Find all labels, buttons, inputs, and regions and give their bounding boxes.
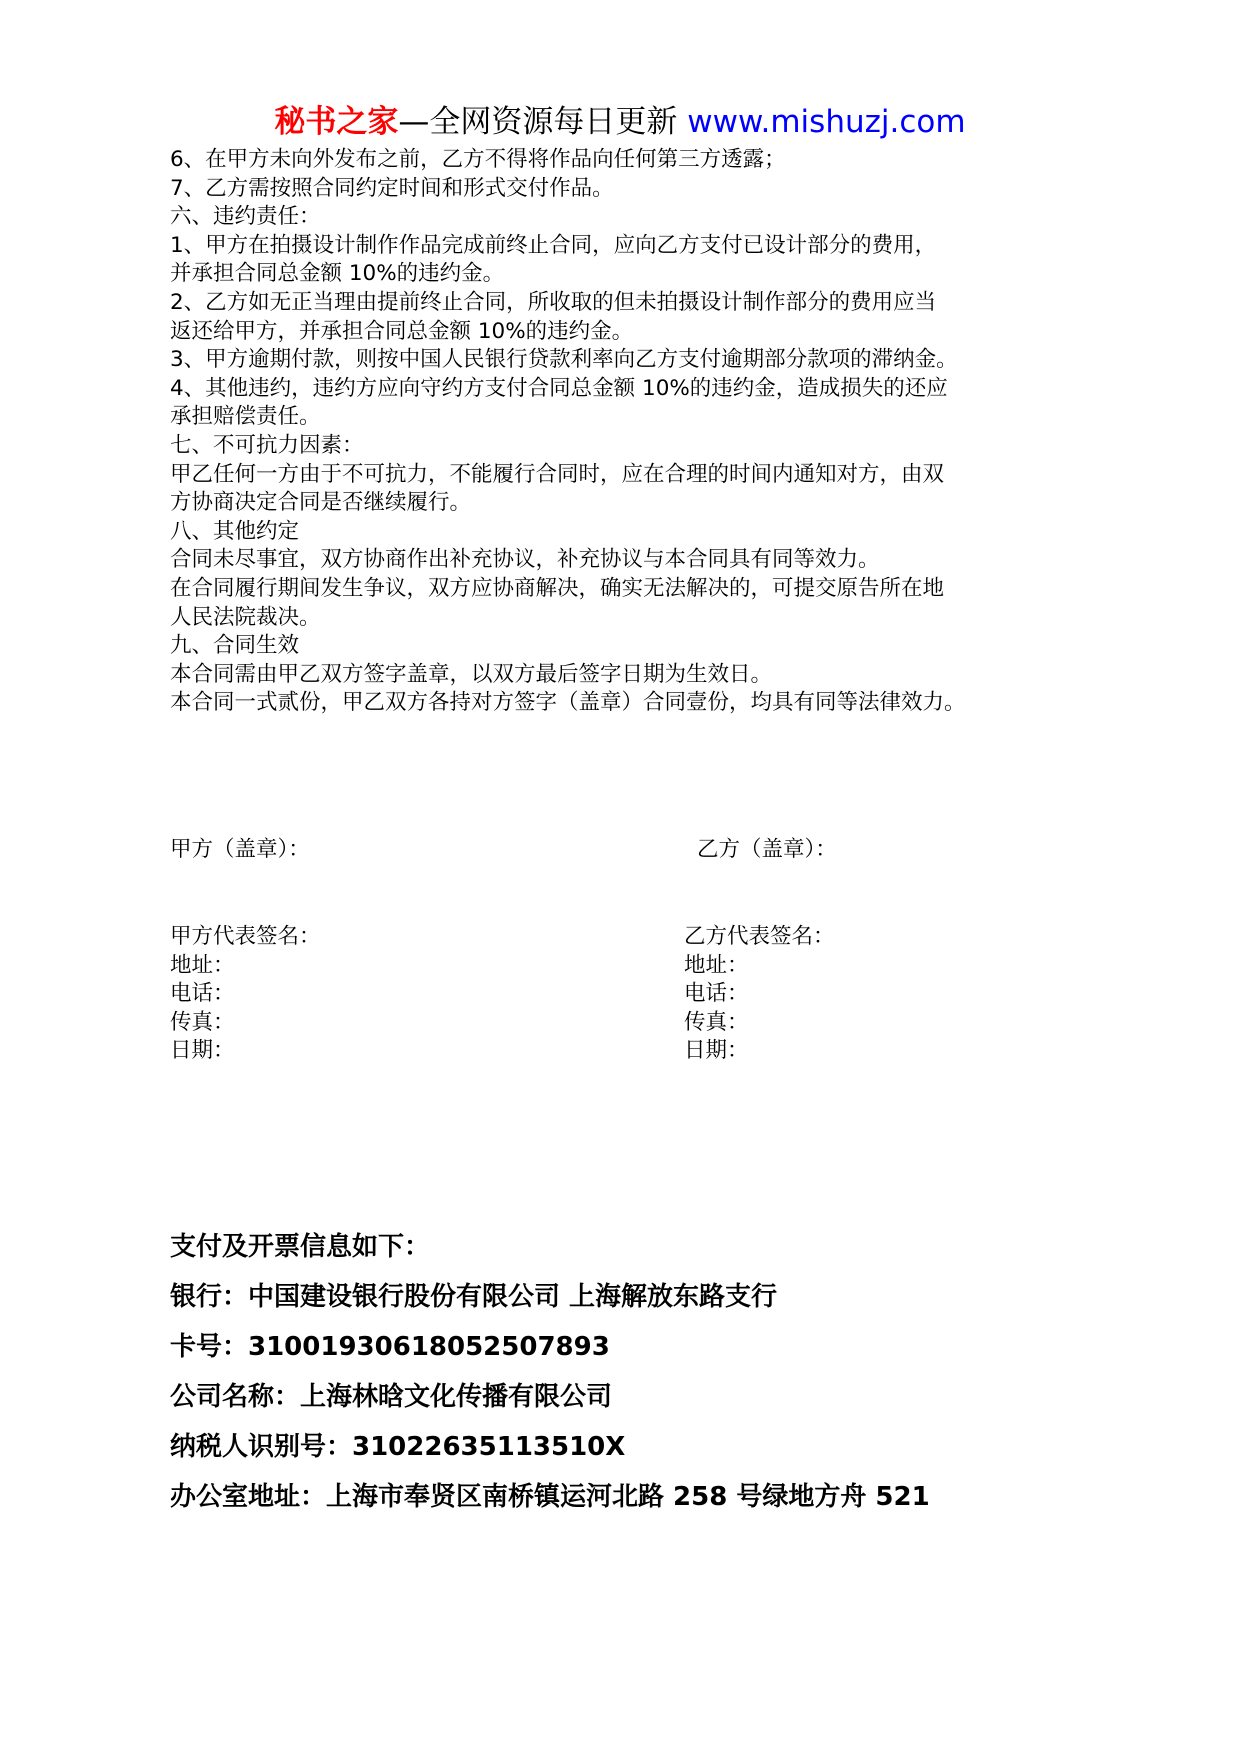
company-name-line: 公司名称：上海林晗文化传播有限公司 — [170, 1382, 613, 1412]
section-heading: 七、不可抗力因素： — [170, 432, 364, 458]
section-heading: 八、其他约定 — [170, 518, 300, 544]
clause-line: 1、甲方在拍摄设计制作作品完成前终止合同，应向乙方支付已设计部分的费用， — [170, 232, 937, 258]
party-a-fax-label: 传真： — [170, 1009, 235, 1035]
clause-line: 4、其他违约，违约方应向守约方支付合同总金额 10%的违约金，造成损失的还应 — [170, 375, 948, 401]
party-a-seal-label: 甲方（盖章）： — [170, 837, 310, 862]
clause-line: 在合同履行期间发生争议，双方应协商解决，确实无法解决的，可提交原告所在地 — [170, 575, 945, 601]
clause-line: 并承担合同总金额 10%的违约金。 — [170, 261, 505, 287]
party-b-address-label: 地址： — [684, 952, 749, 978]
header-url[interactable]: www.mishuzj.com — [687, 104, 966, 140]
section-heading: 九、合同生效 — [170, 633, 300, 659]
party-b-phone-label: 电话： — [684, 981, 749, 1007]
party-b-fax-label: 传真： — [684, 1009, 749, 1035]
clause-line: 甲乙任何一方由于不可抗力，不能履行合同时，应在合理的时间内通知对方，由双 — [170, 461, 945, 487]
party-a-signature-block — [170, 923, 321, 1066]
clause-line: 2、乙方如无正当理由提前终止合同，所收取的但未拍摄设计制作部分的费用应当 — [170, 289, 937, 315]
clause-line: 人民法院裁决。 — [170, 604, 321, 630]
party-a-address-label: 地址： — [170, 952, 235, 978]
clause-line: 返还给甲方，并承担合同总金额 10%的违约金。 — [170, 318, 634, 344]
clause-line: 6、在甲方未向外发布之前，乙方不得将作品向任何第三方透露； — [170, 147, 786, 172]
watermark-header — [0, 100, 1240, 144]
office-address-line: 办公室地址：上海市奉贤区南桥镇运河北路 258 号绿地方舟 521 — [170, 1482, 930, 1512]
party-a-representative-label: 甲方代表签名： — [170, 924, 321, 949]
clause-line: 合同未尽事宜，双方协商作出补充协议，补充协议与本合同具有同等效力。 — [170, 547, 880, 573]
clause-line: 本合同一式贰份，甲乙双方各持对方签字（盖章）合同壹份，均具有同等法律效力。 — [170, 690, 966, 716]
clause-line: 7、乙方需按照合同约定时间和形式交付作品。 — [170, 175, 614, 201]
party-b-date-label: 日期： — [684, 1038, 749, 1064]
clause-line: 方协商决定合同是否继续履行。 — [170, 490, 472, 516]
card-number-line: 卡号：31001930618052507893 — [170, 1332, 610, 1362]
party-b-representative-label: 乙方代表签名： — [684, 924, 835, 949]
payment-info — [170, 1222, 1100, 1522]
brand-name: 秘书之家 — [274, 104, 399, 140]
party-b-seal-label: 乙方（盖章）： — [697, 837, 837, 862]
clause-line: 3、甲方逾期付款，则按中国人民银行贷款利率向乙方支付逾期部分款项的滞纳金。 — [170, 347, 958, 373]
party-a-phone-label: 电话： — [170, 981, 235, 1007]
contract-clauses — [170, 146, 1100, 718]
header-tagline: —全网资源每日更新 — [398, 104, 688, 140]
party-b-signature-block — [684, 923, 835, 1066]
clause-line: 本合同需由甲乙双方签字盖章，以双方最后签字日期为生效日。 — [170, 661, 773, 687]
party-a-date-label: 日期： — [170, 1038, 235, 1064]
section-heading: 六、违约责任： — [170, 204, 321, 230]
tax-id-line: 纳税人识别号：31022635113510X — [170, 1432, 626, 1462]
bank-line: 银行：中国建设银行股份有限公司 上海解放东路支行 — [170, 1282, 778, 1312]
clause-line: 承担赔偿责任。 — [170, 404, 321, 430]
payment-heading: 支付及开票信息如下： — [170, 1232, 431, 1262]
